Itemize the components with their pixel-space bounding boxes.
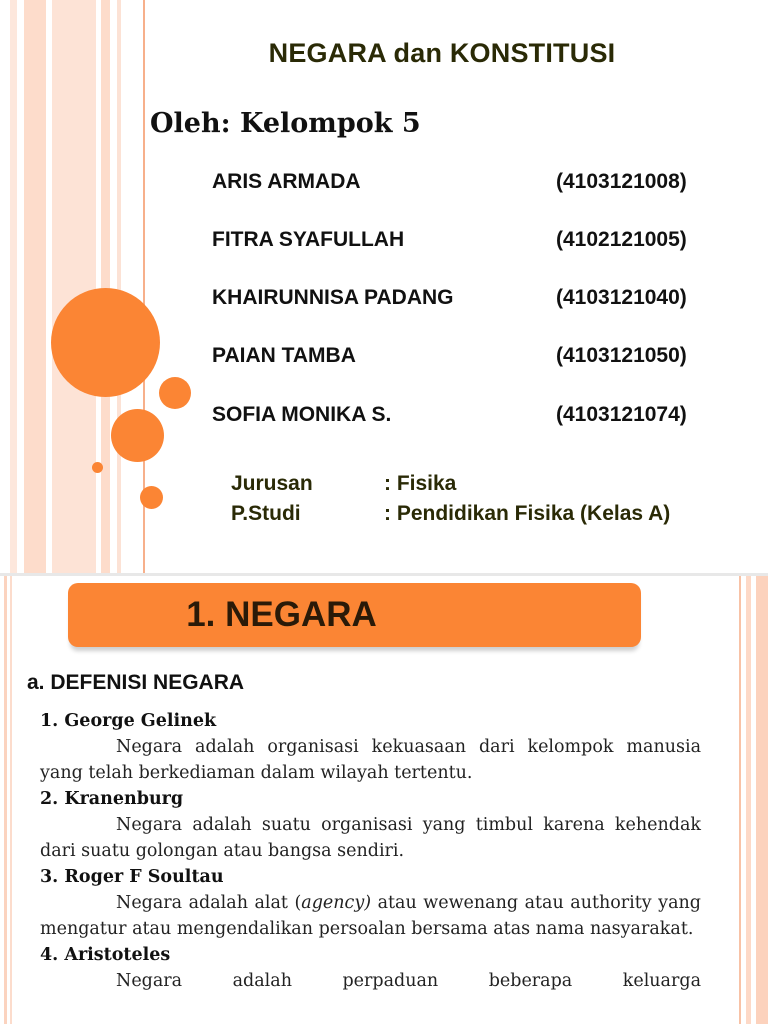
definition-title: 4. Aristoteles [40,945,171,965]
member-id: (4103121040) [556,286,687,309]
decor-stripe [739,576,741,1024]
content-slide [0,576,768,1024]
banner-title: 1. NEGARA [186,595,377,634]
member-id: (4103121074) [556,403,687,426]
info-value: : Fisika [384,472,457,495]
decor-stripe [24,0,46,576]
member-id: (4103121050) [556,344,687,367]
slide-title: NEGARA dan KONSTITUSI [268,38,616,68]
member-id: (4103121008) [556,170,687,193]
decor-circle [140,486,163,509]
definition-text [40,734,701,786]
definition-text-part: Negara adalah alat ( [116,893,302,913]
member-name: PAIAN TAMBA [212,344,356,367]
decor-circle [159,377,191,409]
member-name: SOFIA MONIKA S. [212,403,392,426]
decor-stripe [756,576,768,1024]
info-value: : Pendidikan Fisika (Kelas A) [384,502,671,525]
definition-italic: agency) [301,893,372,913]
definition-text [40,968,701,994]
definition-text [40,812,701,864]
decor-stripe [10,0,17,576]
definition-text-part: Negara adalah organisasi kekuasaan dari kelompok manusia yang telah berkediaman dalam wilayah tertentu. [40,737,701,783]
decor-stripe [52,0,96,576]
info-label: P.Studi [231,502,301,525]
definition-text-part: Negara adalah perpaduan beberapa keluarga [116,971,701,991]
decor-circle-large [51,288,160,397]
member-name: ARIS ARMADA [212,170,361,193]
decor-stripe [746,576,751,1024]
decor-circle [111,409,164,462]
member-name: KHAIRUNNISA PADANG [212,286,454,309]
info-label: Jurusan [231,472,313,495]
decor-circle-small [92,462,103,473]
decor-stripe [117,0,121,576]
definition-text [40,890,701,942]
definitions-list [40,708,701,994]
definition-title: 2. Kranenburg [40,789,184,809]
definition-title: 3. Roger F Soultau [40,867,224,887]
group-subtitle: Oleh: Kelompok 5 [150,108,421,139]
section-heading: a. DEFENISI NEGARA [27,671,245,694]
definition-text-part: atau wewenang atau authority yang mengatur atau mengendalikan persoalan bersama atas nama nasyarakat. [40,893,701,939]
definition-text-part: Negara adalah suatu organisasi yang timbul karena kehendak dari suatu golongan atau bangsa sendiri. [40,815,701,861]
definition-title: 1. George Gelinek [40,711,217,731]
member-name: FITRA SYAFULLAH [212,228,405,251]
member-id: (4102121005) [556,228,687,251]
